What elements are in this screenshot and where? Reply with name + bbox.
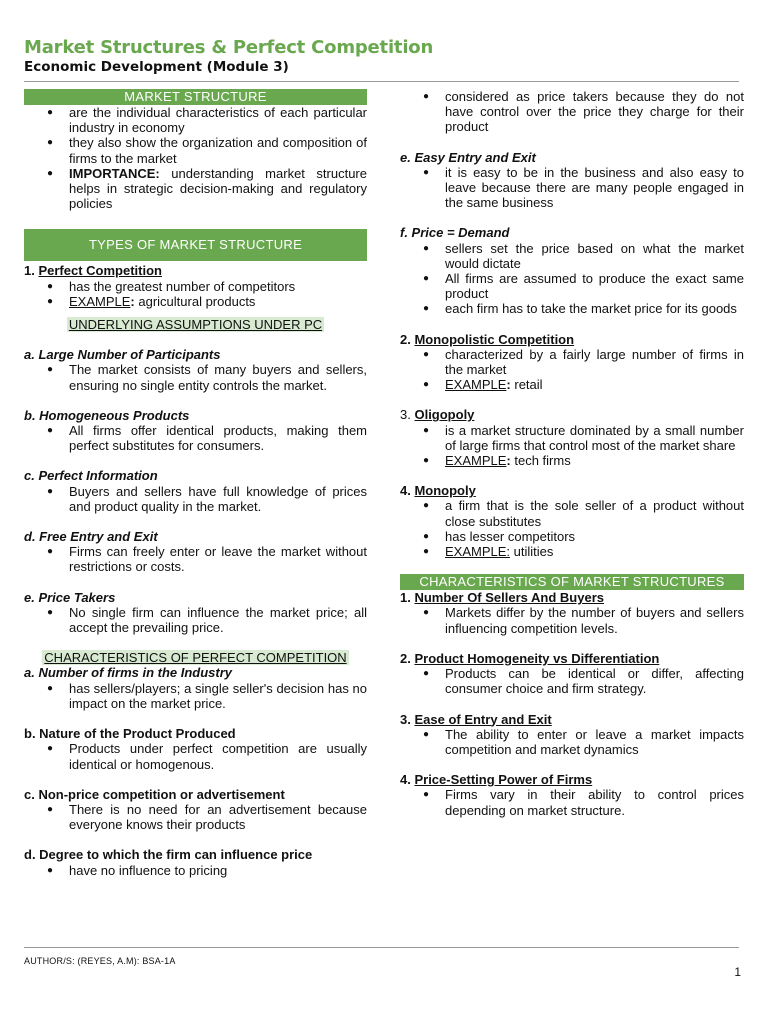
- char-ms-heading: 3. Ease of Entry and Exit: [400, 711, 552, 727]
- example-label: EXAMPLE: [69, 293, 131, 309]
- market-structure-list: [24, 105, 367, 211]
- importance-text: understanding market structure helps in strategic decision-making and regulatory policies: [69, 165, 367, 212]
- author-line: AUTHOR/S: (REYES, A.M): BSA-1A: [24, 956, 176, 966]
- list-item: ● has lesser competitors: [400, 529, 744, 544]
- list-item: ● considered as price takers because they do not have control over the price they charge for their product: [400, 89, 744, 135]
- char-ms-heading: 2. Product Homogeneity vs Differentiation: [400, 650, 660, 666]
- list-item: ● sellers set the price based on what the market would dictate: [400, 241, 744, 271]
- list-item: ● Markets differ by the number of buyers and sellers influencing competition levels.: [400, 605, 744, 635]
- document-header: [24, 37, 744, 75]
- page-subtitle: Economic Development (Module 3): [24, 59, 289, 75]
- example-label: EXAMPLE: [445, 453, 507, 469]
- assumption-title: e. Price Takers: [24, 589, 116, 605]
- list-item: ● has sellers/players; a single seller's decision has no impact on the market price.: [24, 681, 367, 711]
- easy-entry-title: e. Easy Entry and Exit: [400, 149, 536, 165]
- perfect-competition-title: Perfect Competition: [38, 263, 162, 279]
- monopolistic-heading: 2. Monopolistic Competition: [400, 331, 575, 347]
- example-label: EXAMPLE: [445, 377, 507, 393]
- list-item: ● has the greatest number of competitors: [24, 279, 367, 294]
- list-item: ● EXAMPLE: tech firms: [400, 453, 744, 468]
- section-heading-market-structure: MARKET STRUCTURE: [24, 89, 367, 105]
- section-heading-types: TYPES OF MARKET STRUCTURE: [24, 229, 367, 261]
- list-item: [24, 166, 367, 212]
- importance-label: IMPORTANCE:: [69, 165, 160, 181]
- footer-divider: [24, 947, 739, 948]
- left-column: [24, 89, 367, 878]
- list-item: ● All firms offer identical products, making them perfect substitutes for consumers.: [24, 423, 367, 453]
- assumption-title: d. Free Entry and Exit: [24, 529, 158, 545]
- oligopoly-heading: 3. Oligopoly: [400, 407, 475, 423]
- list-item: ● Firms vary in their ability to control prices depending on market structure.: [400, 787, 744, 817]
- list-item: ● characterized by a fairly large number of firms in the market: [400, 347, 744, 377]
- characteristic-title: b. Nature of the Product Produced: [24, 726, 236, 742]
- section-heading-characteristics-ms: CHARACTERISTICS OF MARKET STRUCTURES: [400, 574, 744, 590]
- assumption-title: c. Perfect Information: [24, 468, 158, 484]
- list-item: ● it is easy to be in the business and also easy to leave because there are many people engaged in the same business: [400, 165, 744, 211]
- perfect-competition-list: [24, 279, 367, 309]
- char-ms-heading: 1. Number Of Sellers And Buyers: [400, 590, 604, 606]
- monopoly-heading: 4. Monopoly: [400, 483, 476, 499]
- list-item: ● EXAMPLE: retail: [400, 377, 744, 392]
- list-item: ● are the individual characteristics of each particular industry in economy: [24, 105, 367, 135]
- page-number: 1: [734, 965, 741, 979]
- example-label: EXAMPLE:: [445, 544, 511, 560]
- assumption-title: b. Homogeneous Products: [24, 407, 190, 423]
- char-ms-heading: 4. Price-Setting Power of Firms: [400, 772, 593, 788]
- perfect-competition-heading: 1. Perfect Competition: [24, 263, 162, 279]
- right-column: [400, 89, 744, 818]
- characteristic-title: a. Number of firms in the Industry: [24, 665, 233, 681]
- characteristic-title: d. Degree to which the firm can influence price: [24, 847, 313, 863]
- list-item: ● is a market structure dominated by a small number of large firms that control most of the market share: [400, 423, 744, 453]
- list-item: ● a firm that is the sole seller of a product without close substitutes: [400, 498, 744, 528]
- list-item: ● they also show the organization and composition of firms to the market: [24, 135, 367, 165]
- assumption-title: a. Large Number of Participants: [24, 347, 221, 363]
- list-item: ● have no influence to pricing: [24, 863, 367, 878]
- list-item: ● Firms can freely enter or leave the market without restrictions or costs.: [24, 544, 367, 574]
- list-item: ● EXAMPLE: utilities: [400, 544, 744, 559]
- header-divider: [24, 81, 739, 82]
- list-item: ● Products under perfect competition are usually identical or homogenous.: [24, 741, 367, 771]
- list-item: ● Buyers and sellers have full knowledge of prices and product quality in the market.: [24, 484, 367, 514]
- assumptions-heading: UNDERLYING ASSUMPTIONS UNDER PC: [68, 317, 323, 333]
- list-item: ● There is no need for an advertisement because everyone knows their products: [24, 802, 367, 832]
- characteristics-pc-heading: CHARACTERISTICS OF PERFECT COMPETITION: [44, 650, 347, 666]
- list-item: ● All firms are assumed to produce the exact same product: [400, 271, 744, 301]
- list-item: ● Products can be identical or differ, affecting consumer choice and firm strategy.: [400, 666, 744, 696]
- price-demand-title: f. Price = Demand: [400, 225, 510, 241]
- list-item: ● No single firm can influence the market price; all accept the prevailing price.: [24, 605, 367, 635]
- list-item: ● each firm has to take the market price for its goods: [400, 301, 744, 316]
- list-item: ● EXAMPLE: agricultural products: [24, 294, 367, 309]
- characteristic-title: c. Non-price competition or advertisement: [24, 786, 285, 802]
- list-item: ● The market consists of many buyers and sellers, ensuring no single entity controls the market.: [24, 362, 367, 392]
- list-item: ● The ability to enter or leave a market impacts competition and market dynamics: [400, 727, 744, 757]
- page-title: Market Structures & Perfect Competition: [24, 37, 434, 58]
